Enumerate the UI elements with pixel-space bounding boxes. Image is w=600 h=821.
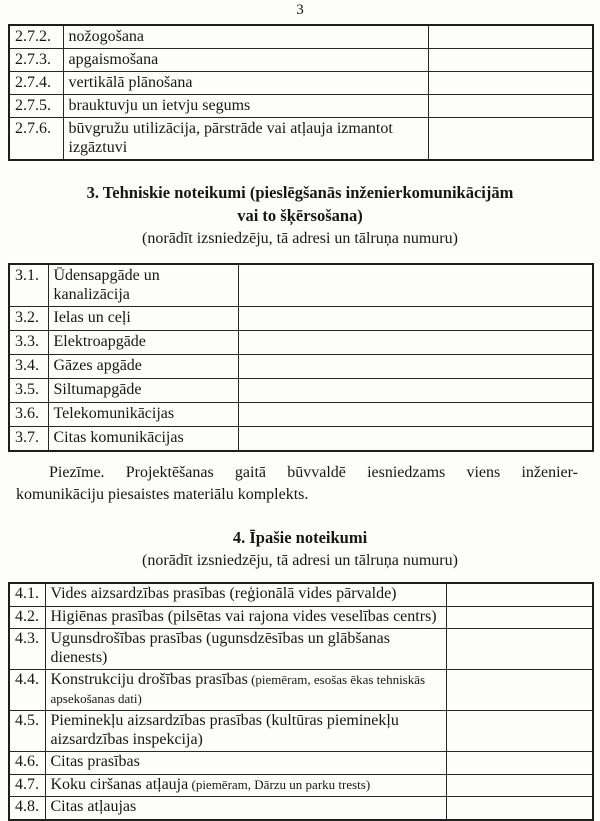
row-value-cell — [446, 606, 593, 629]
row-number-cell: 3.3. — [9, 331, 48, 355]
row-label-cell: Ugunsdrošības prasības (ugunsdzēsības un glābšanas dienests) — [45, 629, 446, 670]
table-row — [9, 95, 593, 118]
row-number-cell: 4.2. — [9, 606, 45, 629]
row-label-cell: Koku ciršanas atļauja (piemēram, Dārzu un parku trests) — [45, 774, 446, 797]
row-number-cell: 4.5. — [9, 711, 45, 752]
row-value-cell — [428, 49, 593, 72]
row-number-cell: 4.7. — [9, 774, 45, 797]
table-row — [9, 670, 593, 711]
row-value-cell — [428, 72, 593, 95]
row-number-cell: 2.7.5. — [9, 95, 63, 118]
note-line1: Piezīme. Projektēšanas gaitā būvvaldē iesniedzams viens inženier- — [49, 464, 578, 481]
row-label-small-note: (piemēram, esošas ēkas tehniskās apsekošanas dati) — [50, 672, 426, 706]
special-conditions-table — [8, 582, 594, 821]
row-value-cell — [446, 583, 593, 606]
table-row — [9, 606, 593, 629]
row-value-cell — [446, 752, 593, 775]
section-4-subtitle: (norādīt izsniedzēju, tā adresi un tālruņa numuru) — [142, 552, 458, 569]
row-number-cell: 4.3. — [9, 629, 45, 670]
row-value-cell — [446, 774, 593, 797]
row-value-cell — [446, 670, 593, 711]
row-value-cell — [238, 264, 593, 307]
table-row — [9, 711, 593, 752]
row-label-cell: Citas prasības — [45, 752, 446, 775]
row-value-cell — [238, 307, 593, 331]
table-row — [9, 583, 593, 606]
row-label-cell: Ielas un ceļi — [48, 307, 238, 331]
table-row — [9, 629, 593, 670]
row-value-cell — [446, 711, 593, 752]
row-value-cell — [428, 25, 593, 49]
table-row — [9, 307, 593, 331]
row-label-cell: vertikālā plānošana — [63, 72, 428, 95]
row-number-cell: 3.1. — [9, 264, 48, 307]
row-label-cell: Konstrukciju drošības prasības (piemēram, esošas ēkas tehniskās apsekošanas dati) — [45, 670, 446, 711]
row-label-cell: apgaismošana — [63, 49, 428, 72]
table-row — [9, 774, 593, 797]
row-number-cell: 3.4. — [9, 355, 48, 379]
section-3-heading — [0, 181, 600, 227]
row-label-cell: Vides aizsardzības prasības (reģionālā vides pārvalde) — [45, 583, 446, 606]
row-number-cell: 2.7.2. — [9, 25, 63, 49]
row-value-cell — [238, 379, 593, 403]
row-value-cell — [446, 629, 593, 670]
row-label-cell: Higiēnas prasības (pilsētas vai rajona vides veselības centrs) — [45, 606, 446, 629]
row-number-cell: 4.8. — [9, 797, 45, 820]
technical-conditions-table — [8, 263, 594, 452]
table-row — [9, 25, 593, 49]
table-row — [9, 797, 593, 820]
row-label-cell: Gāzes apgāde — [48, 355, 238, 379]
row-value-cell — [428, 118, 593, 161]
table-row — [9, 331, 593, 355]
table-row — [9, 355, 593, 379]
row-number-cell: 3.2. — [9, 307, 48, 331]
row-label-cell: Ūdensapgāde un kanalizācija — [48, 264, 238, 307]
row-number-cell: 4.6. — [9, 752, 45, 775]
continuation-conditions-table — [8, 24, 594, 161]
table-row — [9, 264, 593, 307]
table-row — [9, 118, 593, 161]
row-number-cell: 2.7.4. — [9, 72, 63, 95]
page-number: 3 — [296, 2, 304, 18]
row-value-cell — [446, 797, 593, 820]
row-number-cell: 3.7. — [9, 427, 48, 452]
table-row — [9, 72, 593, 95]
row-label-cell: Citas atļaujas — [45, 797, 446, 820]
row-number-cell: 3.5. — [9, 379, 48, 403]
row-label-cell: Siltumapgāde — [48, 379, 238, 403]
table-row — [9, 379, 593, 403]
row-value-cell — [238, 403, 593, 427]
row-value-cell — [238, 331, 593, 355]
table-row — [9, 403, 593, 427]
note-paragraph — [16, 462, 578, 506]
row-label-cell: Pieminekļu aizsardzības prasības (kultūras pieminekļu aizsardzības inspekcija) — [45, 711, 446, 752]
row-value-cell — [238, 355, 593, 379]
section-4-heading: 4. Īpašie noteikumi — [232, 528, 368, 547]
row-number-cell: 2.7.3. — [9, 49, 63, 72]
row-number-cell: 4.4. — [9, 670, 45, 711]
row-label-cell: Citas komunikācijas — [48, 427, 238, 452]
row-value-cell — [238, 427, 593, 452]
row-label-cell: būvgružu utilizācija, pārstrāde vai atļauja izmantot izgāztuvi — [63, 118, 428, 161]
section-3-heading-line2: vai to šķērsošana) — [237, 206, 363, 225]
row-number-cell: 3.6. — [9, 403, 48, 427]
row-number-cell: 4.1. — [9, 583, 45, 606]
note-line2: komunikāciju piesaistes materiālu komplekts. — [16, 486, 309, 503]
table-row — [9, 49, 593, 72]
row-label-cell: nožogošana — [63, 25, 428, 49]
section-3-heading-line1: 3. Tehniskie noteikumi (pieslēgšanās inženierkomunikācijām — [86, 183, 514, 202]
row-label-cell: Telekomunikācijas — [48, 403, 238, 427]
row-value-cell — [428, 95, 593, 118]
table-row — [9, 752, 593, 775]
row-number-cell: 2.7.6. — [9, 118, 63, 161]
row-label-cell: brauktuvju un ietvju segums — [63, 95, 428, 118]
table-row — [9, 427, 593, 452]
row-label-small-note: (piemēram, Dārzu un parku trests) — [188, 776, 371, 792]
row-label-cell: Elektroapgāde — [48, 331, 238, 355]
section-3-subtitle: (norādīt izsniedzēju, tā adresi un tālruņa numuru) — [142, 230, 458, 247]
